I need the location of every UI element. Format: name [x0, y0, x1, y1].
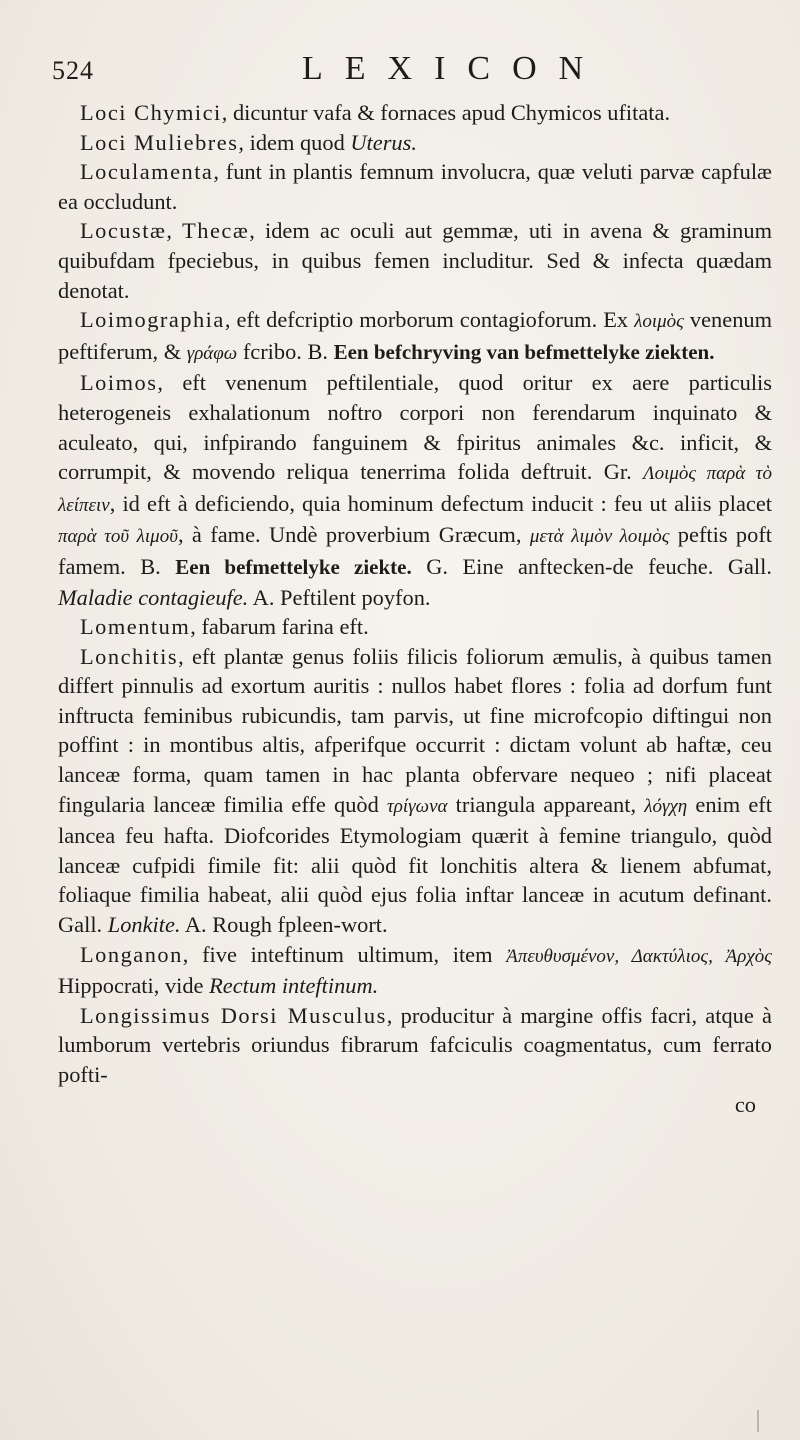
entry-text: , funt in plantis femnum involucra, quæ veluti parvæ capfulæ ea occludunt.: [58, 159, 772, 214]
entry-lonchitis: [58, 642, 772, 940]
entry-text: enim eft lancea feu hafta. Diofcorides Etymologiam quærit à femine triangulo, quòd lanceæ cufpidi fimile fit: alii quòd fit lonchitis altera & lienem abfumat, foliaque fimilia habeat, alii quòd ejus folia inftar lanceæ in acutum definant. Gall.: [58, 791, 772, 938]
entry-headword: Longissimus Dorsi Musculus: [80, 1002, 387, 1028]
entry-longissimus-dorsi: [58, 1001, 772, 1090]
cross-reference: Uterus.: [350, 129, 417, 155]
entry-text: A. Peftilent poyfon.: [248, 584, 431, 610]
entry-headword: Loci Muliebres: [80, 129, 239, 155]
entry-headword: Longanon: [80, 941, 183, 967]
entry-text: , eft defcriptio morborum contagioforum. Ex: [224, 307, 635, 333]
entry-text: venenum peftiferum, &: [58, 307, 772, 364]
greek-term: τρίγωνα: [386, 795, 448, 817]
greek-term: λόγχη: [644, 795, 688, 817]
french-gloss: Lonkite.: [107, 912, 181, 938]
catchword: co: [734, 1091, 756, 1117]
entry-headword: Lomentum: [80, 614, 191, 640]
greek-term: Ἀπευθυσμένον, Δακτύλιος, Ἀρχὸς: [506, 945, 772, 967]
page-number: 524: [52, 56, 94, 85]
entry-headword: Loimos: [80, 370, 158, 396]
entry-text: fcribo. B.: [237, 338, 334, 364]
entry-text: , five inteftinum ultimum, item: [182, 941, 507, 967]
greek-term: Λοιμὸς παρὰ τὸ λείπειν: [58, 463, 772, 516]
entry-headword-alt: Thecæ: [182, 218, 250, 244]
catchword-line: [58, 1090, 772, 1120]
dictionary-text: [58, 98, 772, 1119]
entry-text: , eft plantæ genus foliis filicis foliorum æmulis, à quibus tamen differt pinnulis ad exortum auritis : nullos habet flores : folia ad dorfum funt inftructa feminibus rubicundis, tam parvis, ut fine microfcopio diftingui non poffint : in montibus altis, afperifque occurrit : dictam volunt ab haftæ, ceu lanceæ forma, quam tamen in hac planta obfervare nequeo ; nifi placeat fingularia lanceæ fimilia effe quòd: [58, 643, 772, 817]
cross-reference: Rectum inteftinum.: [209, 973, 379, 999]
entry-text: triangula appareant,: [447, 791, 645, 817]
entry-text: , idem ac oculi aut gemmæ, uti in avena & graminum quibufdam fpeciebus, in quibus femen includitur. Sed & infecta quædam denotat.: [58, 218, 772, 303]
entry-text: G. Eine anftecken-de feuche. Gall.: [411, 553, 772, 579]
greek-term: λοιμὸς: [634, 311, 684, 333]
entry-text: , dicuntur vafa & fornaces apud Chymicos ufitata.: [221, 100, 671, 125]
entry-text: A. Rough fpleen-wort.: [180, 912, 388, 938]
entry-text: , id eft à deficiendo, quia hominum defectum inducit : feu ut aliis placet: [109, 490, 772, 516]
entry-text: , fabarum farina eft.: [190, 614, 369, 640]
entry-headword: Locustæ: [80, 218, 167, 244]
entry-loimographia: [58, 305, 772, 368]
entry-longanon: [58, 940, 772, 1001]
entry-loci-chymici: [58, 98, 772, 128]
entry-locustae: [58, 216, 772, 305]
entry-headword: Loculamenta: [80, 159, 214, 185]
greek-term: μετὰ λιμὸν λοιμὸς: [529, 526, 670, 548]
page-header: [52, 50, 772, 94]
entry-text: peftis poft famem. B.: [58, 522, 773, 579]
greek-term: παρὰ τοῦ λιμοῦ: [58, 526, 178, 548]
paper-mark: [757, 1410, 759, 1432]
entry-headword: Lonchitis: [80, 643, 179, 669]
dutch-blackletter-gloss: Een befchryving van befmettelyke ziekten.: [333, 339, 715, 364]
french-gloss: Maladie contagieufe.: [58, 584, 249, 610]
entry-text: , idem quod: [238, 129, 351, 155]
greek-term: γράφω: [186, 342, 238, 364]
entry-text: ,: [166, 218, 183, 244]
dutch-blackletter-gloss: Een befmettelyke ziekte.: [175, 554, 412, 579]
running-title: LEXICON: [302, 50, 606, 87]
entry-lomentum: [58, 612, 772, 642]
entry-headword: Loci Chymici: [80, 100, 222, 125]
entry-headword: Loimographia: [80, 307, 225, 333]
entry-text: , producitur à margine offis facri, atque à lumborum vertebris oriundus fibrarum fafciculis coagmentatus, cum ferrato pofti-: [58, 1002, 772, 1087]
entry-text: , eft venenum peftilentiale, quod oritur ex aere particulis heterogeneis exhalationum noftro corpori non ferendarum inquinato & aculeato, qui, infpirando fanguinem & fpiritus animales &c. inficit, & corrumpit, & movendo reliqua tenerrima folida deftruit. Gr.: [58, 370, 772, 485]
entry-loimos: [58, 368, 772, 612]
entry-text: Hippocrati, vide: [58, 973, 210, 999]
entry-loci-muliebres: [58, 128, 772, 158]
entry-loculamenta: [58, 157, 772, 216]
entry-text: , à fame. Undè proverbium Græcum,: [177, 522, 530, 548]
